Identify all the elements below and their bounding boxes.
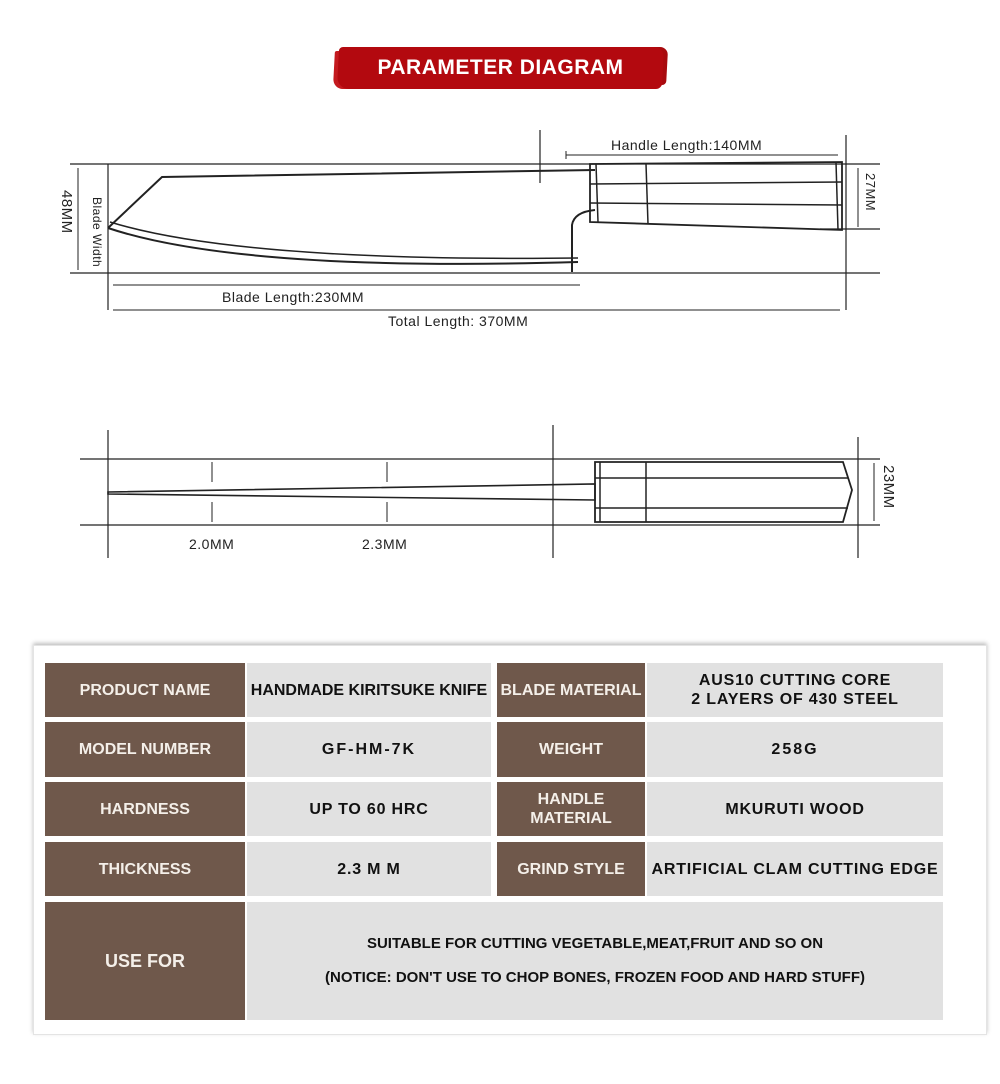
- key-blade-material: BLADE MATERIAL: [497, 663, 645, 717]
- blade-material-line1: AUS10 CUTTING CORE: [698, 672, 892, 689]
- use-for-notice: (NOTICE: DON'T USE TO CHOP BONES, FROZEN FOOD AND HARD STUFF): [325, 969, 865, 986]
- value-product-name: HANDMADE KIRITSUKE KNIFE: [247, 663, 491, 717]
- key-model-number: MODEL NUMBER: [45, 722, 245, 777]
- thickness-2-label: 2.3MM: [362, 536, 408, 552]
- use-for-line1: SUITABLE FOR CUTTING VEGETABLE,MEAT,FRUIT AND SO ON: [366, 935, 824, 952]
- handle-width-value: 27MM: [863, 173, 878, 212]
- title: PARAMETER DIAGRAM: [377, 56, 624, 79]
- key-hardness: HARDNESS: [45, 782, 245, 836]
- key-weight: WEIGHT: [497, 722, 645, 777]
- value-weight: 258G: [647, 722, 943, 777]
- thickness-1-label: 2.0MM: [189, 536, 235, 552]
- key-grind-style: GRIND STYLE: [497, 842, 645, 896]
- key-product-name: PRODUCT NAME: [45, 663, 245, 717]
- value-handle-material: MKURUTI WOOD: [647, 782, 943, 836]
- value-hardness: UP TO 60 HRC: [247, 782, 491, 836]
- value-blade-material: [647, 663, 943, 717]
- key-use-for: USE FOR: [45, 902, 245, 1020]
- handle-length-label: Handle Length:140MM: [611, 137, 763, 153]
- value-model-number: GF-HM-7K: [247, 722, 491, 777]
- blade-material-line2: 2 LAYERS OF 430 STEEL: [691, 691, 899, 708]
- top-view: [70, 130, 880, 310]
- value-thickness: 2.3 M M: [247, 842, 491, 896]
- blade-width-label: Blade Width: [90, 197, 104, 268]
- value-use-for: [247, 902, 943, 1020]
- blade-length-label: Blade Length:230MM: [222, 289, 365, 305]
- key-thickness: THICKNESS: [45, 842, 245, 896]
- total-length-label: Total Length: 370MM: [388, 313, 529, 329]
- key-handle-material: HANDLE MATERIAL: [497, 782, 645, 836]
- blade-width-value: 48MM: [58, 190, 75, 234]
- handle-height-value: 23MM: [880, 465, 897, 509]
- value-grind-style: ARTIFICIAL CLAM CUTTING EDGE: [647, 842, 943, 896]
